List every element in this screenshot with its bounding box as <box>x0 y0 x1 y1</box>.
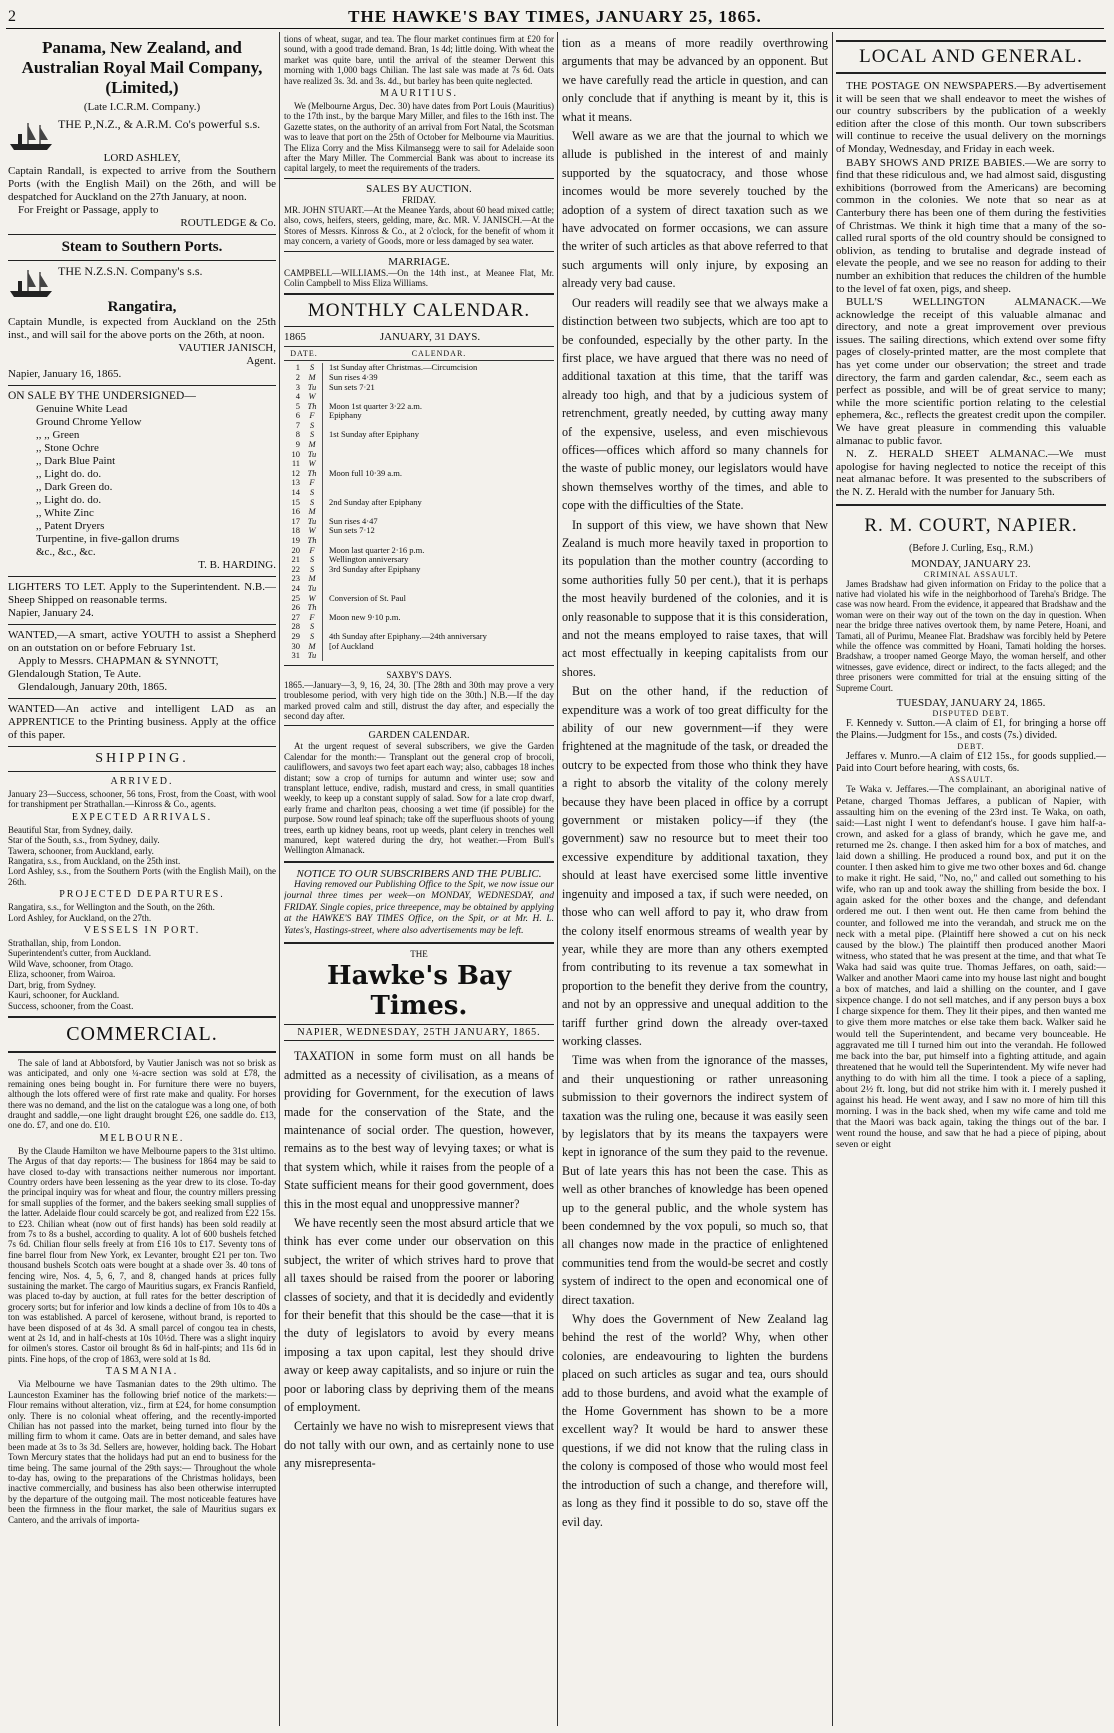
calendar-weekday: M <box>302 440 323 450</box>
calendar-day: 21 <box>291 554 300 565</box>
calendar-row <box>284 363 554 373</box>
expected-item: Tawera, schooner, from Auckland, early. <box>8 845 154 856</box>
expected-item: Lord Ashley, s.s., from the Southern Ports (with the English Mail), on the 26th. <box>8 866 276 887</box>
calendar-event: Sun sets 7·21 <box>329 381 375 392</box>
calendar-event <box>323 478 555 488</box>
arrived-heading: ARRIVED. <box>110 776 174 787</box>
calendar-header: CALENDAR. <box>411 349 467 359</box>
mauritius-body: We (Melbourne Argus, Dec. 30) have dates from Port Louis (Mauritius) to the 17th inst., by the barque Mary Miller, and files to the 16th inst. The Gazette states, on the authority of an arrival from Fort Natal, the Scotsman was to leave that port on the 25th of October for Melbourne via Mauritius. The Eliza Corry and the Miss Kilmansegg were to sail for Adelaide soon after the Mary Miller. The Commercial Bank was about to increase its capital largely, to meet the requirements of the traders. <box>284 101 554 174</box>
calendar-row <box>284 546 554 556</box>
calendar-weekday: Tu <box>302 651 323 661</box>
steam-body: Captain Mundle, is expected from Auckland on the 25th inst., and will sail for the above ports on the 26th, at noon. <box>8 316 276 341</box>
court-monday-body: James Bradshaw had given information on Friday to the police that a native had violated his wife in the neighborhood of Tareha's Bridge. The case was now heard. From the evidence, it appeared that Bradshaw and the woman were on their way out of the town on the day in question. When near the bridge three natives overtook them, by name Petere, Hoani, and Tamati, all of Purimu, Meanee Flat. Bradshaw was forcibly held by Petere while the offence was committed by Hoani, Tamati holding the horses. Bradshaw, a trooper named George Mayo, the woman herself, and other witnesses, gave evidence, direct or indirect, to the facts alleged; and the three prisoners were committed for trial at the ensuing sitting of the Supreme Court. <box>836 578 1106 693</box>
projected-item: Lord Ashley, for Auckland, on the 27th. <box>8 912 152 923</box>
sale-item: ,, Dark Green do. <box>36 481 113 493</box>
calendar-event: Wellington anniversary <box>329 554 409 565</box>
calendar-weekday: S <box>302 565 323 575</box>
sale-item: ,, Light do. do. <box>36 468 102 480</box>
calendar-event: 1st Sunday after Epiphany <box>329 429 419 440</box>
paper-dateline: NAPIER, WEDNESDAY, 25TH JANUARY, 1865. <box>284 1024 554 1041</box>
paper-the: THE <box>410 949 428 960</box>
mail-agent: ROUTLEDGE & Co. <box>180 217 276 229</box>
calendar-day: 15 <box>291 496 300 507</box>
wanted-youth-date: Glendalough, January 20th, 1865. <box>18 681 168 693</box>
notice-heading: NOTICE TO OUR SUBSCRIBERS AND THE PUBLIC. <box>296 867 542 880</box>
saxby-body: 1865.—January—3, 9, 16, 24, 30. [The 28th and 30th may prove a very troublesome period, with very high tide on the 30th.] N.B.—If the day marked proved calm and still, distrust the day after, and especially the second day after. <box>284 679 554 721</box>
calendar-weekday: F <box>302 546 323 556</box>
editorial-paragraph: Why does the Government of New Zealand lag behind the rest of the world? Why, when other colonies, are endeavouring to lighten the burdens placed on such articles as sugar and tea, ours should add to those burdens, and avoid what the example of the Home Government has shown to be a more excellent way? It would be hard to answer these questions, if we did not know that the ruling class in the colony is composed of those who would most feel the introduction of such a change, and therefore will, as long as they find it possible to do so, stave off the evil day. <box>562 1312 828 1529</box>
calendar-row <box>284 402 554 412</box>
steamship-icon <box>8 267 54 299</box>
calendar-row <box>284 450 554 460</box>
sale-item: ,, Light do. do. <box>36 494 102 506</box>
calendar-table <box>284 363 554 660</box>
vessel-item: Eliza, schooner, from Wairoa. <box>8 969 116 980</box>
steam-agent: VAUTIER JANISCH, <box>178 342 276 354</box>
vessel-item: Dart, brig, from Sydney. <box>8 979 96 990</box>
commercial-title: COMMERCIAL. <box>66 1022 218 1045</box>
calendar-day: 25 <box>291 592 300 603</box>
calendar-weekday: Th <box>302 603 323 613</box>
local-item-herald: N. Z. HERALD SHEET ALMANAC.—We must apologise for having neglected to notice the receipt of this neat almanac before. It was presented to the subscribers of the N. Z. Herald with the number for January 5th. <box>836 448 1106 498</box>
calendar-day: 19 <box>291 535 300 545</box>
calendar-day: 18 <box>291 525 300 536</box>
local-item-postage: THE POSTAGE ON NEWSPAPERS.—By advertisement it will be seen that we shall endeavor to meet the wishes of our country subscribers by the publication of a weekly edition after the close of this month. Our town subscribers will continue to receive the usual delivery on the mornings of Monday, Wednesday, and Friday in each week. <box>836 80 1106 155</box>
wanted-youth-apply: Apply to Messrs. CHAPMAN & SYNNOTT, Glendalough Station, Te Aute. <box>8 655 219 680</box>
arrived-body: January 23—Success, schooner, 56 tons, Frost, from the Coast, with wool for transhipment per Strathallan.—Kinross & Co., agents. <box>8 789 276 810</box>
vessels-heading: VESSELS IN PORT. <box>83 925 201 937</box>
local-item-almanack: BULL'S WELLINGTON ALMANACK.—We acknowledge the receipt of this valuable almanac and directory, and note a great improvement over previous issues. The sailing directions, which extend over some fifty pages of closely-printed matter, are the most complete that has yet come under our observation; the street and trade directory, the farm and garden calendar, &c., seem each as perfect as possible, and will be of great service to many; while the more scientific portion relating to the celestial ephemera, &c., reflects the greatest credit upon the compiler. We have great pleasure in commending this valuable almanac to public favor. <box>836 296 1106 447</box>
steam-date: Napier, January 16, 1865. <box>8 368 122 380</box>
expected-heading: EXPECTED ARRIVALS. <box>71 811 213 823</box>
melbourne-heading: MELBOURNE. <box>99 1132 185 1144</box>
projected-item: Rangatira, s.s., for Wellington and the South, on the 26th. <box>8 902 215 913</box>
wanted-lad-ad: WANTED—An active and intelligent LAD as an APPRENTICE to the Printing business. Apply at the office of this paper. <box>8 703 276 741</box>
calendar-weekday: S <box>302 632 323 642</box>
calendar-event: Moon new 9·10 p.m. <box>329 611 401 622</box>
calendar-row <box>284 632 554 642</box>
calendar-event: Moon last quarter 2·16 p.m. <box>329 544 425 555</box>
calendar-row <box>284 459 554 469</box>
lighters-ad: LIGHTERS TO LET. Apply to the Superintendent. N.B.—Sheep Shipped on reasonable terms. <box>8 581 276 606</box>
steam-intro: THE N.Z.S.N. Company's s.s. <box>58 264 203 278</box>
calendar-weekday: F <box>302 478 323 488</box>
calendar-row <box>284 383 554 393</box>
court-disputed-subheading: DISPUTED DEBT. <box>932 709 1010 719</box>
calendar-day: 9 <box>295 439 300 450</box>
calendar-day: 23 <box>291 573 300 584</box>
steamship-icon <box>8 120 54 152</box>
auction-heading: SALES BY AUCTION. <box>366 182 472 195</box>
calendar-row <box>284 498 554 508</box>
calendar-day: 29 <box>291 630 300 641</box>
calendar-day: 22 <box>291 563 300 574</box>
sale-item: Genuine White Lead <box>36 403 128 415</box>
sale-item: &c., &c., &c. <box>36 546 96 558</box>
calendar-day: 28 <box>291 621 300 632</box>
calendar-weekday: W <box>302 526 323 536</box>
calendar-day: 1 <box>295 362 300 373</box>
notice-body: Having removed our Publishing Office to the Spit, we now issue our journal three times per week—on MONDAY, WEDNESDAY, and FRIDAY. Single copies, price threepence, may be obtained by applying at the HAWKE'S BAY TIMES Office, on the Spit, or at Mr. H. L. Yates's, Hastings-street, where also advertisements may be left. <box>284 879 554 936</box>
sale-item: ,, ,, Green <box>36 429 80 441</box>
calendar-row <box>284 603 554 613</box>
saxby-heading: SAXBY'S DAYS. <box>386 669 452 680</box>
calendar-day: 30 <box>291 640 300 651</box>
calendar-event: 4th Sunday after Epiphany.—24th anniversary <box>329 630 487 641</box>
calendar-day: 20 <box>291 544 300 555</box>
calendar-row <box>284 613 554 623</box>
calendar-day: 16 <box>291 506 300 517</box>
column-3 <box>562 34 828 1724</box>
calendar-day: 27 <box>291 611 300 622</box>
calendar-weekday: F <box>302 613 323 623</box>
court-monday-heading: MONDAY, JANUARY 23. <box>911 557 1031 570</box>
vessels-list <box>8 938 276 1011</box>
court-title: R. M. COURT, NAPIER. <box>864 514 1078 536</box>
calendar-event: Sun rises 4·47 <box>329 515 378 526</box>
calendar-row <box>284 651 554 661</box>
calendar-row <box>284 373 554 383</box>
calendar-row <box>284 507 554 517</box>
calendar-weekday: W <box>302 392 323 402</box>
calendar-weekday: Th <box>302 402 323 412</box>
sale-heading: ON SALE BY THE UNDERSIGNED— <box>8 390 196 402</box>
sale-item: ,, Stone Ochre <box>36 442 99 454</box>
mail-intro: THE P.,N.Z., & A.R.M. Co's powerful s.s. <box>58 117 261 131</box>
court-debt-subheading: DEBT. <box>957 742 985 752</box>
garden-heading: GARDEN CALENDAR. <box>368 730 470 742</box>
sale-list <box>8 403 276 559</box>
calendar-event: 3rd Sunday after Epiphany <box>329 563 421 574</box>
page-number: 2 <box>8 8 16 25</box>
calendar-event: Epiphany <box>329 410 362 421</box>
calendar-day: 12 <box>291 467 300 478</box>
mail-body: Captain Randall, is expected to arrive from the Southern Ports (with the English Mail) on the 26th, and will be despatched for Auckland on the 27th January, at noon. <box>8 165 276 203</box>
auction-body: MR. JOHN STUART.—At the Meanee Yards, about 60 head mixed cattle; also, cows, heifers, steers, gelding, mare, &c. MR. V. JANISCH.—At the Stores of Messrs. Kinross & Co., at 2 o'clock, for the benefit of whom it may concern, a variety of Goods, more or less damaged by sea water. <box>284 204 554 247</box>
sale-item: ,, Dark Blue Paint <box>36 455 116 467</box>
court-before: (Before J. Curling, Esq., R.M.) <box>909 542 1033 554</box>
calendar-row <box>284 565 554 575</box>
auction-day: FRIDAY. <box>402 194 436 205</box>
editorial-paragraph: Our readers will readily see that we always make a distinction between two subjects, which are too apt to be confounded, especially by the other party. In the first place, we have argued that there was no need of additional taxation at this time, that the tariff was already too high, and that by a judicious system of retrenchment, greatly needed, by cutting away many of the expensive, useless, and even mischievous offices—offices which afford so many channels for the waste of public money, our legislators would have shown themselves worthy of the times, and able to cope with the difficulties of the State. <box>562 295 828 513</box>
calendar-day: 17 <box>291 515 300 526</box>
calendar-row <box>284 478 554 488</box>
sale-item: ,, White Zinc <box>36 507 94 519</box>
calendar-month: JANUARY, 31 DAYS. <box>379 331 481 344</box>
column-rule <box>832 32 833 1726</box>
calendar-row <box>284 411 554 421</box>
calendar-row <box>284 526 554 536</box>
expected-item: Rangatira, s.s., from Auckland, on the 25th inst. <box>8 856 181 867</box>
calendar-event <box>323 651 555 661</box>
vessel-item: Wild Wave, schooner, from Otago. <box>8 958 134 969</box>
wanted-youth-ad: WANTED,—A smart, active YOUTH to assist a Shepherd on an outstation on or before February 1st. <box>8 629 276 654</box>
sale-item: Ground Chrome Yellow <box>36 416 142 428</box>
calendar-weekday: Tu <box>302 383 323 393</box>
calendar-event <box>323 574 555 584</box>
melbourne-body: By the Claude Hamilton we have Melbourne papers to the 31st ultimo. The Argus of that day reports:— The business for 1864 may be said to have closed to-day with transactions neither numerous nor important. Country orders have been lessening as the year drew to its close. To-day the principal inquiry was for wheat and flour, the country millers pressing for small supplies of the former, and the bakers seeking small supplies of the latter. Adelaide flour could scarcely be got, and realized from £22 15s. to £23. Chilian wheat (now out of first hands) has been sold readily at from 7s to 8s a bushel, according to quality. A lot of 600 bushels fetched 7s 6d. Chilian flour sells freely at from £16 10s to £17. Seventy tons of fine barrel flour from New York, ex Levanter, brought £21 per ton. Two thousand bushels Scotch oats were bought at a shade over 3s. 40 tons of fencing wire, Nos. 4, 5, 6, 7, and 8, changed hands at prices fully sustaining the market. The cargo of Mauritius sugars, ex Francis Ranfield, was placed to-day by auction, at full rates for the better description of grocery sorts; but for inferior and low kinds a decline of from 10s to 40s a ton was established. A parcel of kerosene, without brand, is reported to have been disposed of at 4s 3d. A small parcel of congou tea in chests, went at 2s 1d, and in half-chests at 10s 10½d. There was a slight inquiry for oilmen's stores. Castor oil brought 8s 6d in half-pints; and 11s 6d in pints. Fine hops, of the crop of 1863, were sold at 1s 8d. <box>8 1145 276 1364</box>
calendar-event: Sun rises 4·39 <box>329 371 378 382</box>
calendar-day: 31 <box>291 650 300 661</box>
calendar-day: 7 <box>295 419 300 430</box>
editorial-paragraph-2: We have recently seen the most absurd article that we think has ever come under our observation on this subject, the writer of which strives hard to prove that all taxes should be raised from the poorer or laboring classes of society, and that it is decidedly and evidently for their benefit that this should be the case—that it is the duty of legislators to avoid by every means imposing a tax upon capital, lest they should drive away or keep away capitalists, and so injure or ruin the poor or laboring class by depriving them of the means of employment. <box>284 1215 554 1415</box>
expected-item: Beautiful Star, from Sydney, daily. <box>8 824 133 835</box>
calendar-day: 2 <box>295 371 300 382</box>
calendar-weekday: S <box>302 488 323 498</box>
calendar-row <box>284 430 554 440</box>
calendar-date-header: DATE. <box>290 349 318 359</box>
projected-heading: PROJECTED DEPARTURES. <box>59 889 225 901</box>
calendar-day: 14 <box>291 487 300 498</box>
calendar-day: 3 <box>295 381 300 392</box>
calendar-row <box>284 517 554 527</box>
steam-agent-role: Agent. <box>246 355 276 367</box>
masthead-title: THE HAWKE'S BAY TIMES, JANUARY 25, 1865. <box>348 7 762 26</box>
lighters-date: Napier, January 24. <box>8 607 94 619</box>
masthead <box>6 6 1104 29</box>
marriage-body: CAMPBELL—WILLIAMS.—On the 14th inst., at Meanee Flat, Mr. Colin Campbell to Miss Eliza Williams. <box>284 267 554 288</box>
vessel-item: Superintendent's cutter, from Auckland. <box>8 948 151 959</box>
local-item-baby-shows: BABY SHOWS AND PRIZE BABIES.—We are sorry to find that these ridiculous and, we had almost said, disgusting exhibitions (borrowed from the Americans) are becoming common in the colonies. We note that so near as at Canterbury there has been one of them during the festivities of Christmas. We think it high time that a many of the so-called rural sports of the old country should be consigned to oblivion, as tending to brutalise and degrade instead of elevate the people, and we see no reason for adding to their number an exhibition that reduces the children of the humble to the level of fat oxen, pigs, and sheep. <box>836 156 1106 295</box>
calendar-day: 6 <box>295 410 300 421</box>
court-disputed-body: F. Kennedy v. Sutton.—A claim of £1, for bringing a horse off the Plains.—Judgment for 15s., and costs (7s.) divided. <box>836 718 1106 741</box>
garden-body: At the urgent request of several subscribers, we give the Garden Calendar for the month:— Transplant out the general crop of brocoli, cauliflowers, and savoys two feet apart each way; also, cabbages 18 inches distant; sow a crop of turnips for autumn and winter use; sow and transplant lettuce, endive, radish, mustard and cress, in small quantities weekly, to keep up a constant supply of salad. Sow for a late crop dwarf, early frame and charlton peas, choosing a wet time (if possible) for the purpose. Sow round leaf spinach; take off the superfluous shoots of young trees, earth up kidney beans, root up weeds, plant celery in trenches well manured, kept watered during the dry, hot weather.—From Bull's Wellington Almanack. <box>284 741 554 856</box>
editorial-paragraph: Time was when from the ignorance of the masses, and their unquestioning or rather unreasoning submission to their governors the indirect system of taxation was the ruling one, because it was easily seen by legislators that by its means the taxpayers were kept in ignorance of the sum they paid to the revenue. But of late years this has not been the case. This as well as other branches of knowledge has been opened up to the general public, and the whole system has been condemned by the vox populi, so much so, that all changes now made in the practice of enlightened communities tend from the would-be secret and costly system of indirect to the open and economical one of direct taxation. <box>562 1053 828 1307</box>
mail-company-subtitle: (Late I.C.R.M. Company.) <box>83 101 201 113</box>
steam-title: Steam to Southern Ports. <box>61 239 223 255</box>
court-tuesday-heading: TUESDAY, JANUARY 24, 1865. <box>896 697 1046 710</box>
court-monday-subheading: CRIMINAL ASSAULT. <box>923 569 1019 579</box>
mail-ship-name: LORD ASHLEY, <box>103 152 181 164</box>
calendar-day: 4 <box>295 391 300 402</box>
calendar-event: 1st Sunday after Christmas.—Circumcision <box>329 362 478 373</box>
calendar-day: 5 <box>295 400 300 411</box>
shipping-title: SHIPPING. <box>95 751 189 766</box>
calendar-weekday: Th <box>302 536 323 546</box>
mail-freight: For Freight or Passage, apply to <box>18 204 159 216</box>
mauritius-heading: MAURITIUS. <box>379 88 459 100</box>
expected-item: Star of the South, s.s., from Sydney, daily. <box>8 835 160 846</box>
calendar-year: 1865 <box>284 331 306 344</box>
column-2 <box>284 34 554 1724</box>
projected-list <box>8 902 276 923</box>
calendar-weekday: M <box>302 574 323 584</box>
local-general-title: LOCAL AND GENERAL. <box>836 40 1106 74</box>
calendar-row <box>284 421 554 431</box>
vessel-item: Success, schooner, from the Coast. <box>8 1000 134 1011</box>
editorial-paragraph-1: TAXATION in some form must on all hands be admitted as a necessity of civilisation, as a means of providing for Government, for the execution of laws made for the conservation of the State, and the maintenance of social order. The question, however, remains as to the best way of levying taxes; or what is that system which, while it raises from the people of a State sufficient means for their good government, does this in the most equal and unoppressive manner? <box>284 1049 554 1211</box>
calendar-weekday: S <box>302 421 323 431</box>
calendar-day: 11 <box>291 458 300 469</box>
calendar-row <box>284 594 554 604</box>
calendar-day: 24 <box>291 582 300 593</box>
tasmania-continued: tions of wheat, sugar, and tea. The flour market continues firm at £20 for sound, with a good trade demand. Bran, 1s 4d; little doing. With wheat the market was quite bare, until the arrival of the steamer Derwent this morning with 1,000 bags Chilian. The last sale was made at 7s 6d. Oats have realized 3s. 3d. and 3s. 4d., but barley has been quite neglected. <box>284 34 554 86</box>
calendar-event: [of Auckland <box>329 640 374 651</box>
calendar-title: MONTHLY CALENDAR. <box>307 300 531 322</box>
calendar-event: Sun sets 7·12 <box>329 525 375 536</box>
editorial-continued: tion as a means of more readily overthrowing arguments that may be advanced by an opponent. But we have carefully read the article in question, and can only conclude that if anything is meant by it, this is what it means. <box>562 36 828 124</box>
calendar-weekday: F <box>302 411 323 421</box>
calendar-day: 13 <box>291 477 300 488</box>
editorial-paragraph: In support of this view, we have shown that New Zealand is much more heavily taxed in proportion to its population than the mother country (according to some authorities fully 50 per cent.), that it is perhaps the most heavily burdened of the colonies, and it is only reasonable to suppose that it is this consideration, and not the means employed to raise taxes, that will act most effectually in keeping capitalists from our shores. <box>562 517 828 679</box>
calendar-weekday: Tu <box>302 450 323 460</box>
column-rule <box>279 32 280 1726</box>
calendar-weekday: S <box>302 498 323 508</box>
calendar-weekday: M <box>302 373 323 383</box>
column-4 <box>836 34 1106 1724</box>
tasmania-body: Via Melbourne we have Tasmanian dates to the 29th ultimo. The Launceston Examiner has the following brief notice of the markets:— Flour remains without alteration, viz., firm at £24, for home consumption only. There is no colonial wheat offering, and the recently-imported Chilian has not passed into the market, being turned into flour by the milling firm to whom it came. Oats are in better demand, and sales have been made at 3s to 3s 3d. Sellers are, however, holding back. The Hobart Town Mercury states that the holidays had put an end to business for the time being. The same journal of the 29th says:— Throughout the whole to-day has, owing to the preparations of the Christmas holidays, been inactive commercially, and business has also been otherwise interrupted by the departure of the outgoing mail. The most noticeable features have been the firmness in the flour market, the sale of Mauritius sugars ex Cantero, and the arrivals of importa- <box>8 1379 276 1525</box>
calendar-weekday: Tu <box>302 584 323 594</box>
calendar-weekday: Tu <box>302 517 323 527</box>
calendar-weekday: W <box>302 594 323 604</box>
court-assault-subheading: ASSAULT. <box>948 775 994 785</box>
calendar-event: Conversion of St. Paul <box>329 592 406 603</box>
calendar-weekday: W <box>302 459 323 469</box>
tasmania-heading: TASMANIA. <box>105 1366 179 1378</box>
calendar-row <box>284 642 554 652</box>
sale-item: ,, Patent Dryers <box>36 520 105 532</box>
calendar-weekday: Th <box>302 469 323 479</box>
column-1 <box>8 34 276 1724</box>
column-rule <box>557 32 558 1726</box>
calendar-day: 8 <box>295 429 300 440</box>
calendar-weekday: S <box>302 430 323 440</box>
court-assault-body: Te Waka v. Jeffares.—The complainant, an aboriginal native of Petane, charged Thomas Jeffares, a publican of Napier, with assaulting him on the evening of the 23rd inst. Te Waka, on oath, said:—Last night I went to defendant's house. I gave him half-a-crown, and asked for a glass of brandy, which he gave me, and returned me 2s. change. I then asked him for a box of matches, and laid down a shilling. He produced a round box, and put it on the counter. I then asked him to give me two other boxes and 6d. change to make it right. He said, "No, no," and called out something to his wife, who ran up and took away the shilling from beside the box. I again asked for the other boxes and the change, and defendant ordered me out. I then went out. He then came from behind the counter, and followed me into the verandah, and struck me on the neck with a metal pipe. (Plaintiff here showed a cut on his neck caused by the blow.) The plaintiff then produced another Maori witness, who stated that he was present at the time, and that what Te Waka had said was quite true. Thomas Jeffares, on oath, said:—Walker and another Maori came into my house last night and bought a box of matches, and laid a shilling on the counter, and I gave sixpence change. I do not sell matches, and if any person buys a box I charge sixpence for them. They lit their pipes, and then wanted me to give them more matches or else take them back. Walker said he would tell the Superintendent, and became very bounceable. He aggravated me till I turned him out into the verandah. He followed me back into the bar, put himself into a fighting attitude, and again threatened that he would tell the Superintendent. My wife never had anything to do with him all the time. I took a piece of a sapling, about 2½ ft. long, but did not strike him with it. I merely pushed it against his head. He went away, and I saw no more of him till this morning. I was in the back shed, when my wife came and told me that the Maori was back again, taking the things out of the bar. I went round the house, and saw that he had a piece of piping, about seven or eight <box>836 784 1106 1151</box>
court-debt-body: Jeffares v. Munro.—A claim of £12 15s., for goods supplied.—Paid into Court before hearing, with costs, 6s. <box>836 751 1106 774</box>
calendar-row <box>284 469 554 479</box>
sale-sign: T. B. HARDING. <box>198 559 276 571</box>
vessel-item: Strathallan, ship, from London. <box>8 938 121 949</box>
vessel-item: Kauri, schooner, for Auckland. <box>8 990 120 1001</box>
calendar-event <box>323 450 555 460</box>
expected-list <box>8 825 276 887</box>
calendar-row <box>284 574 554 584</box>
editorial-paragraph-3: Certainly we have no wish to misrepresent views that do not tally with our own, and as certainly none to use any misrepresenta- <box>284 1419 554 1471</box>
calendar-event: 2nd Sunday after Epiphany <box>329 496 422 507</box>
editorial-paragraph: Well aware as we are that the journal to which we allude is published in the interest of and mainly supported by the squatocracy, and those whose incomes would be more severely touched by the adoption of a system of direct taxation such as we have advocated on former occasions, we can assure the writer of such articles as that above referred to that such arguments will only injure, by exposing an already very bad cause. <box>562 129 828 291</box>
calendar-weekday: M <box>302 507 323 517</box>
calendar-weekday: S <box>302 622 323 632</box>
calendar-row <box>284 584 554 594</box>
paper-title: Hawke's Bay Times. <box>327 961 511 1022</box>
sale-item: Turpentine, in five-gallon drums <box>36 533 180 545</box>
marriage-heading: MARRIAGE. <box>388 255 450 268</box>
calendar-weekday: S <box>302 363 323 373</box>
calendar-row <box>284 440 554 450</box>
calendar-weekday: M <box>302 642 323 652</box>
commercial-paragraph: The sale of land at Abbotsford, by Vautier Janisch was not so brisk as was anticipated, and only one ¼-acre section was sold at £78, the remaining ones being bought in. For furniture there were no buyers, although the lots offered were of first rate make and quality. For horses there was no demand, and the list on the catalogue was a long one, of both draught and saddle,—one light draught brought £26, one saddle do. £13, one do. £7, and one do. £10. <box>8 1057 276 1131</box>
calendar-day: 10 <box>291 448 300 459</box>
calendar-weekday: S <box>302 555 323 565</box>
mail-company-title: Panama, New Zealand, and Australian Royal Mail Company, (Limited,) <box>21 38 263 97</box>
steam-ship-name: Rangatira, <box>107 299 177 315</box>
calendar-event: Moon 1st quarter 3·22 a.m. <box>329 400 423 411</box>
editorial-paragraph: But on the other hand, if the reduction of expenditure was a work of too great difficulty for the ability of our new government—if they were frightened at the magnitude of the task, or dreaded the outcry to be expected from those who think they have a right to absorb the vitality of the colony merely because they have been placed in office by a corrupt government or mistaken policy—if they (the government) saw no resource but to meet their too excessive expenditure by additional taxation, they should at least have exercised some little inventive ingenuity and imposed a tax, if such were needed, on those who can well afford to pay it, who draw from the colony itself enormous streams of wealth year by year, while they are more than any others exempted from contributing to its revenue a tax somewhat in proportion to the benefit they derive from the country, and not by an oppressive and unequal addition to the tariff further grind down the already over-taxed working classes. <box>562 684 828 1048</box>
calendar-event: Moon full 10·39 a.m. <box>329 467 402 478</box>
calendar-event <box>323 440 555 450</box>
calendar-day: 26 <box>291 602 300 613</box>
